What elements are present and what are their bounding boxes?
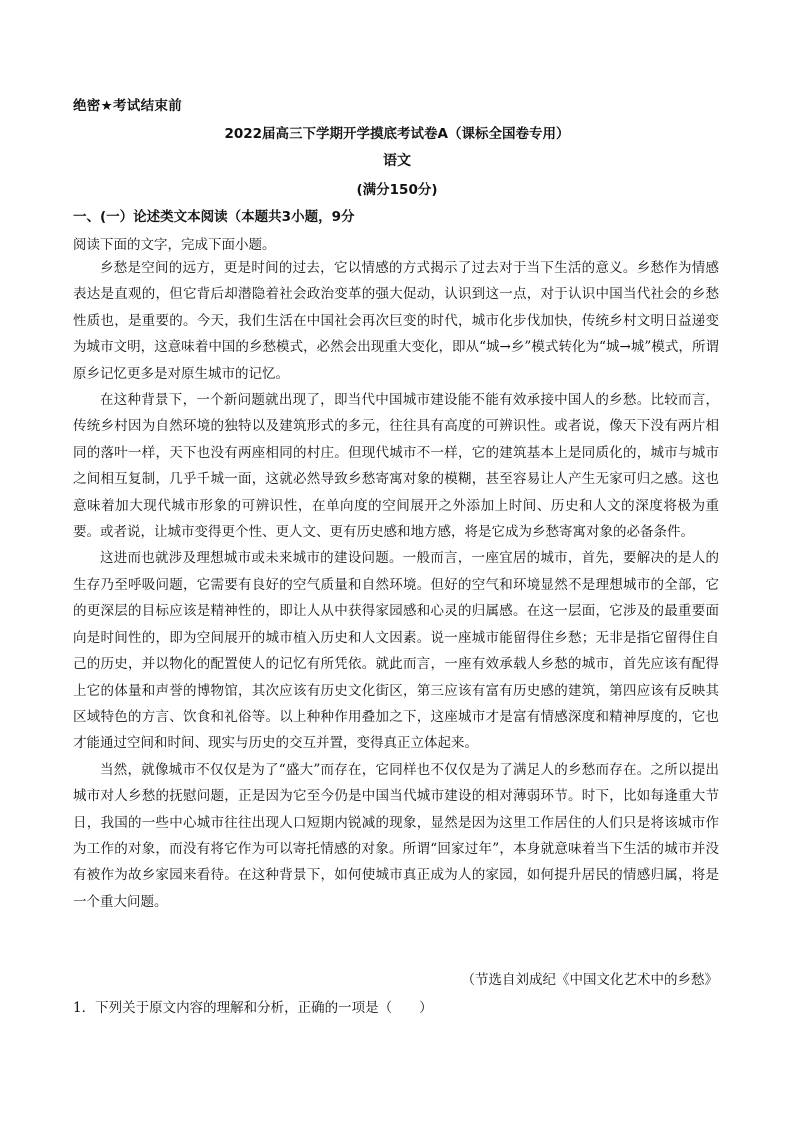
question-1: 1．下列关于原文内容的理解和分析，正确的一项是（ ） <box>73 1000 433 1016</box>
passage-body <box>73 255 719 915</box>
exam-title: 2022届高三下学期开学摸底考试卷A（课标全国卷专用） <box>224 126 570 142</box>
full-score: (满分150分) <box>356 182 438 198</box>
subject-title: 语文 <box>383 153 411 169</box>
passage-paragraph: 这进而也就涉及理想城市或未来城市的建设问题。一般而言，一座宜居的城市，首先，要解决的是人的生存乃至呼吸问题，它需要有良好的空气质量和自然环境。但好的空气和环境显然不是理想城市的全部，它的更深层的目标应该是精神性的，即让人从中获得家园感和心灵的归属感。在这一层面，它涉及的最重要面向是时间性的，即为空间展开的城市植入历史和人文因素。说一座城市能留得住乡愁；无非是指它留得住自己的历史，并以物化的配置使人的记忆有所凭依。就此而言，一座有效承载人乡愁的城市，首先应该有配得上它的体量和声誉的博物馆，其次应该有历史文化街区，第三应该有富有历史感的建筑，第四应该有反映其区域特色的方言、饮食和礼俗等。以上种种作用叠加之下，这座城市才是富有情感深度和精神厚度的，它也才能通过空间和时间、现实与历史的交互并置，变得真正立体起来。 <box>73 550 719 752</box>
reading-instruction: 阅读下面的文字，完成下面小题。 <box>73 237 276 253</box>
passage-source: （节选自刘成纪《中国文化艺术中的乡愁》 <box>461 972 718 988</box>
passage-paragraph: 当然，就像城市不仅仅是为了“盛大”而存在，它同样也不仅仅是为了满足人的乡愁而存在。之所以提出城市对人乡愁的抚慰问题，正是因为它至今仍是中国当代城市建设的相对薄弱环节。时下，比如每逢重大节日，我国的一些中心城市往往出现人口短期内锐减的现象，显然是因为这里工作居住的人们只是将该城市作为工作的对象，而没有将它作为可以寄托情感的对象。所谓“回家过年”，本身就意味着当下生活的城市并没有被作为故乡家园来看待。在这种背景下，如何使城市真正成为人的家园，如何提升居民的情感归属，将是一个重大问题。 <box>73 761 719 910</box>
section-heading: 一、(一）论述类文本阅读（本题共3小题，9分 <box>73 209 355 225</box>
passage-paragraph: 在这种背景下，一个新问题就出现了，即当代中国城市建设能不能有效承接中国人的乡愁。比较而言，传统乡村因为自然环境的独特以及建筑形式的多元，往往具有高度的可辨识性。或者说，像天下没有两片相同的落叶一样，天下也没有两座相同的村庄。但现代城市不一样，它的建筑基本上是同质化的，城市与城市之间相互复制，几乎千城一面，这就必然导致乡愁寄寓对象的模糊，甚至容易让人产生无家可归之感。这也意味着加大现代城市形象的可辨识性，在单向度的空间展开之外添加上时间、历史和人文的深度将极为重要。或者说，让城市变得更个性、更人文、更有历史感和地方感，将是它成为乡愁寄寓对象的必备条件。 <box>73 392 719 541</box>
confidential-label: 绝密★考试结束前 <box>73 98 183 114</box>
passage-paragraph: 乡愁是空间的远方，更是时间的过去，它以情感的方式揭示了过去对于当下生活的意义。乡愁作为情感表达是直观的，但它背后却潜隐着社会政治变革的强大促动，认识到这一点，对于认识中国当代社会的乡愁性质也，是重要的。今天，我们生活在中国社会再次巨变的时代，城市化步伐加快，传统乡村文明日益递变为城市文明，这意味着中国的乡愁模式，必然会出现重大变化，即从“城→乡”模式转化为“城→城”模式，所谓原乡记忆更多是对原生城市的记忆。 <box>73 260 719 382</box>
